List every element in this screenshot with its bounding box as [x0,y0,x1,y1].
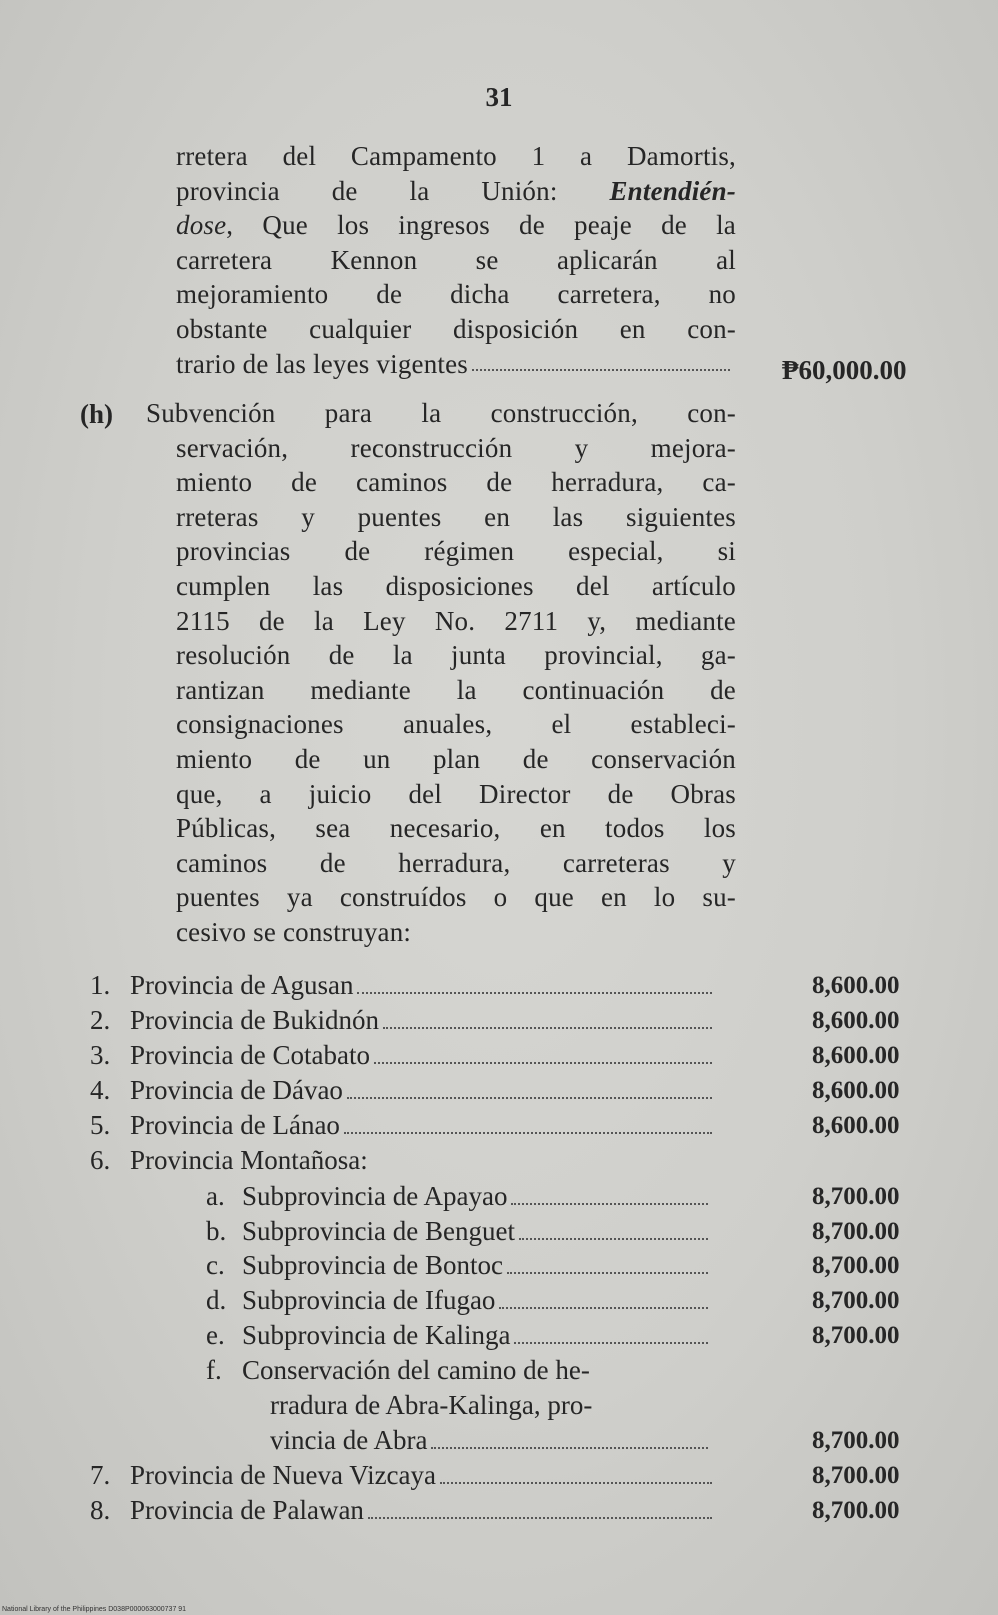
dot-leader [514,1320,708,1344]
dot-leader [431,1425,708,1449]
text-line: miento de caminos de herradura, ca- [176,467,736,498]
item-amount: 8,600.00 [812,1077,900,1104]
text-line: rreteras y puentes en las siguientes [176,501,736,532]
text-line: rretera del Campamento 1 a Damortis, [176,141,736,171]
dot-leader [383,1005,712,1029]
province-row [90,1005,718,1039]
item-name: Provincia de Dávao [130,1075,343,1105]
item-number: b. [206,1216,227,1246]
item-number: a. [206,1181,225,1211]
text-line: carretera Kennon se aplicarán al [176,244,736,275]
item-amount: 8,700.00 [812,1287,900,1314]
item-name: Provincia de Bukidnón [130,1005,379,1035]
province-row [90,1040,718,1074]
item-amount: 8,600.00 [812,1042,900,1069]
item-name: Provincia de Lánao [130,1110,340,1140]
text-line-content: dose, Que los ingresos de peaje de la [176,210,736,241]
dot-leader [507,1250,708,1274]
subprovince-row [206,1320,714,1354]
footer-note: National Library of the Philippines D038P000063000737 91 [2,1606,187,1613]
province-row [90,1110,718,1144]
item-name: Provincia de Palawan [130,1495,364,1525]
item-name: Subprovincia de Bontoc [242,1250,503,1280]
text-line: que, a juicio del Director de Obras [176,778,736,809]
dot-leader [440,1460,712,1484]
dot-leader [357,970,712,994]
text-line: cesivo se construyan: [176,916,412,947]
text-line: Públicas, sea necesario, en todos los [176,813,736,844]
item-amount: 8,600.00 [812,1007,900,1034]
dot-leader [374,1040,712,1064]
text-line: obstante cualquier disposición en con- [176,313,736,344]
text-line-content: provincia de la Unión: Entendién- [176,175,736,206]
item-number: 3. [90,1040,111,1070]
province-row [90,1460,718,1494]
item-name: Subprovincia de Benguet [242,1216,515,1246]
item-label-h: (h) [80,399,113,429]
dot-leader [519,1216,708,1240]
page-number: 31 [485,82,513,112]
subprovince-row [206,1250,714,1284]
item-name: vincia de Abra [270,1425,428,1455]
text-line: Subvención para la construcción, con- [146,398,736,428]
dot-leader [499,1285,708,1309]
item-number: 4. [90,1075,111,1105]
amount-kennon: ₱60,000.00 [782,355,907,385]
text-line: rantizan mediante la continuación de [176,674,736,705]
item-number: 1. [90,970,111,1000]
item-amount: 8,700.00 [812,1427,900,1454]
item-name: Subprovincia de Kalinga [242,1320,511,1350]
text-line: resolución de la junta provincial, ga- [176,640,736,671]
text-line: consignaciones anuales, el estableci- [176,709,736,740]
item-name: Provincia de Agusan [130,970,354,1000]
province-row [90,1075,718,1109]
province-row [90,1145,718,1179]
subprovince-row [206,1181,714,1215]
subprovince-f-last-line [270,1425,714,1459]
item-amount: 8,700.00 [812,1497,900,1524]
item-number: 2. [90,1005,111,1035]
item-amount: 8,600.00 [812,1112,900,1139]
subprovince-row [206,1216,714,1250]
item-name: Subprovincia de Apayao [242,1181,508,1211]
item-amount: 8,700.00 [812,1218,900,1245]
dot-leader [368,1495,712,1519]
dot-leader [511,1181,708,1205]
dot-leader [344,1110,712,1134]
item-number: 6. [90,1145,111,1175]
text-line: provincias de régimen especial, si [176,536,736,567]
text-line: miento de un plan de conservación [176,743,736,774]
item-number: 7. [90,1460,111,1490]
item-name: Conservación del camino de he- [242,1355,590,1385]
text-line: caminos de herradura, carreteras y [176,847,736,878]
item-number: f. [206,1355,222,1385]
text-line: 2115 de la Ley No. 2711 y, mediante [176,605,736,636]
item-name: Provincia de Nueva Vizcaya [130,1460,437,1490]
dot-leader [347,1075,712,1099]
text-line: puentes ya construídos o que en lo su- [176,882,736,913]
item-number: 8. [90,1495,111,1525]
item-number: d. [206,1285,227,1315]
text-line: servación, reconstrucción y mejora- [176,432,736,463]
subprovince-f-line: rradura de Abra-Kalinga, pro- [270,1390,593,1420]
item-number: 5. [90,1110,111,1140]
item-amount: 8,700.00 [812,1462,900,1489]
item-amount: 8,700.00 [812,1183,900,1210]
item-amount: 8,700.00 [812,1322,900,1349]
text-line: mejoramiento de dicha carretera, no [176,279,736,310]
leader-text: trario de las leyes vigentes [176,348,469,379]
item-number: e. [206,1320,225,1350]
item-name: Subprovincia de Ifugao [242,1285,496,1315]
subprovince-row [206,1285,714,1319]
item-name: Provincia de Cotabato [130,1040,370,1070]
item-name: Provincia Montañosa: [130,1145,368,1175]
item-amount: 8,700.00 [812,1252,900,1279]
subprovince-row-f [206,1355,714,1389]
province-row [90,970,718,1004]
text-line: cumplen las disposiciones del artículo [176,570,736,601]
item-amount: 8,600.00 [812,972,900,999]
item-number: c. [206,1250,225,1280]
province-row [90,1495,718,1529]
